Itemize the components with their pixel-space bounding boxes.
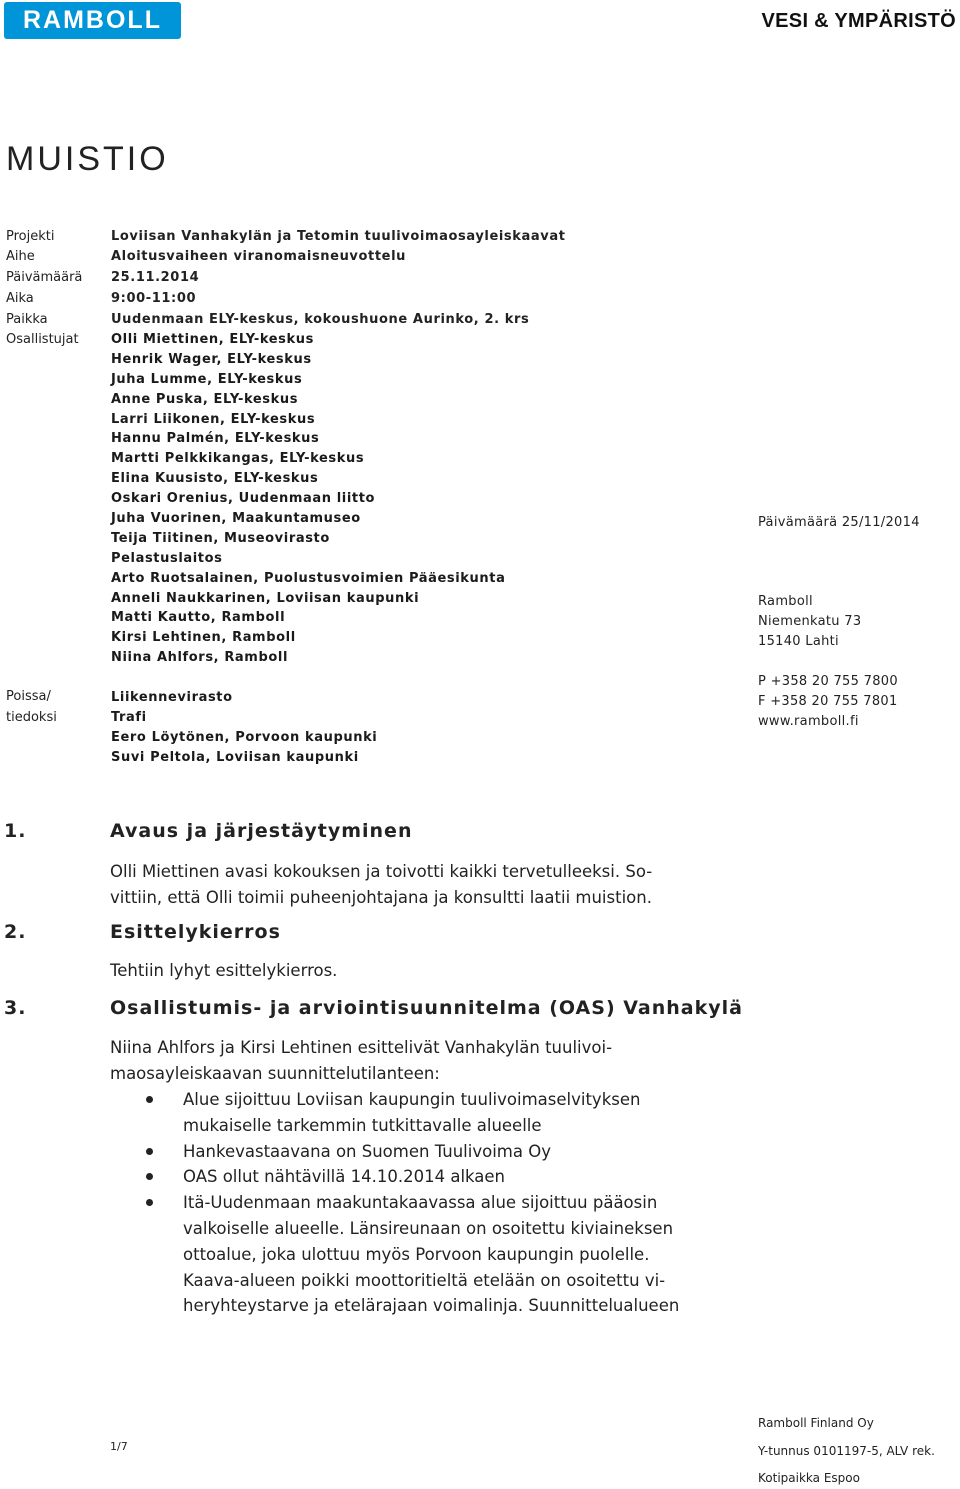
meta-value: Aloitusvaiheen viranomaisneuvottelu [111,249,406,264]
bullet-dot-icon [146,1096,153,1103]
meta-value: Loviisan Vanhakylän ja Tetomin tuulivoimaosayleiskaavat [111,229,566,244]
meta-label: Päivämäärä [6,270,83,285]
bullet-line: Kaava-alueen poikki moottoritieltä etelään on osoitettu vi- [183,1270,666,1290]
participant: Anne Puska, ELY-keskus [111,391,299,407]
participant: Teija Tiitinen, Museovirasto [111,530,330,546]
meta-label: Projekti [6,229,55,244]
bullet-line: Itä-Uudenmaan maakuntakaavassa alue sijoittuu pääosin [183,1193,658,1213]
side-address [758,592,861,652]
section-paragraph [110,958,337,984]
section-number: 2. [4,921,27,943]
bullet-line: heryhteystarve ja etelärajaan voimalinja. Suunnittelualueen [183,1296,680,1316]
bullet-list [110,1087,679,1319]
bullet-line: Alue sijoittuu Loviisan kaupungin tuulivoimaselvityksen [183,1090,641,1109]
footer-company: Ramboll Finland Oy [758,1416,874,1430]
section-number: 3. [4,997,27,1019]
paragraph-line: vittiin, että Olli toimii puheenjohtajana ja konsultti laatii muistion. [110,887,652,907]
side-web-link[interactable]: www.ramboll.fi [758,714,859,729]
meta-value: Uudenmaan ELY-keskus, kokoushuone Aurinko, 2. krs [111,312,530,327]
document-title: MUISTIO [6,140,169,178]
footer-domicile: Kotipaikka Espoo [758,1471,860,1485]
absent-person: Liikennevirasto [111,690,233,705]
side-phone: P +358 20 755 7800 [758,674,898,689]
bullet-line: Hankevastaavana on Suomen Tuulivoima Oy [183,1141,551,1161]
section-title: Osallistumis- ja arviointisuunnitelma (OAS) Vanhakylä [110,997,743,1019]
participant: Elina Kuusisto, ELY-keskus [111,471,319,487]
participant: Henrik Wager, ELY-keskus [111,351,312,367]
section-title: Esittelykierros [110,921,281,943]
participant: Juha Lumme, ELY-keskus [111,371,303,387]
absent-person: Eero Löytönen, Porvoon kaupunki [111,729,378,745]
side-street: Niemenkatu 73 [758,614,862,629]
meta-label: Aika [6,291,34,306]
paragraph-line: maosayleiskaavan suunnittelutilanteen: [110,1063,440,1083]
bullet-line: ottoalue, joka ulottuu myös Porvoon kaupungin puolelle. [183,1244,650,1264]
bullet-line: valkoiselle alueelle. Länsireunaan on osoitettu kiviaineksen [183,1218,674,1238]
page-number: 1/7 [110,1440,128,1453]
participant: Kirsi Lehtinen, Ramboll [111,630,296,646]
participant: Pelastuslaitos [111,550,223,566]
bullet-item [110,1139,679,1165]
participant: Oskari Orenius, Uudenmaan liitto [111,491,376,507]
section-number: 1. [4,820,27,842]
participant: Olli Miettinen, ELY-keskus [111,332,314,347]
participant: Anneli Naukkarinen, Loviisan kaupunki [111,590,420,606]
side-fax: F +358 20 755 7801 [758,694,898,709]
paragraph-line: Niina Ahlfors ja Kirsi Lehtinen esittelivät Vanhakylän tuulivoi- [110,1038,613,1057]
meta-label: Poissa/ [6,689,51,704]
side-postal: 15140 Lahti [758,634,839,649]
meta-label: Osallistujat [6,332,79,347]
footer-business-id: Y-tunnus 0101197-5, ALV rek. [758,1444,935,1458]
paragraph-line: Olli Miettinen avasi kokouksen ja toivotti kaikki tervetulleeksi. So- [110,862,653,881]
bullet-dot-icon [146,1199,153,1206]
side-date [758,513,920,533]
ramboll-logo: RAMBOLL [4,2,181,39]
bullet-dot-icon [146,1173,153,1180]
bullet-item [110,1164,679,1190]
section-paragraph [110,859,652,910]
side-company: Ramboll [758,594,813,609]
meta-value: 9:00-11:00 [111,291,197,306]
meta-label: tiedoksi [6,710,57,725]
section-title: Avaus ja järjestäytyminen [110,820,413,842]
side-contact [758,672,898,732]
paragraph-line: Tehtiin lyhyt esittelykierros. [110,961,338,980]
participant: Arto Ruotsalainen, Puolustusvoimien Pääesikunta [111,570,506,586]
participant: Larri Liikonen, ELY-keskus [111,411,316,427]
bullet-dot-icon [146,1148,153,1155]
participant: Hannu Palmén, ELY-keskus [111,431,320,447]
bullet-item [110,1190,679,1319]
absent-person: Suvi Peltola, Loviisan kaupunki [111,749,359,765]
division-name: VESI & YMPÄRISTÖ [761,10,956,32]
participant: Niina Ahlfors, Ramboll [111,650,288,666]
absent-person: Trafi [111,709,147,725]
participant: Martti Pelkkikangas, ELY-keskus [111,451,365,467]
bullet-line: mukaiselle tarkemmin tutkittavalle alueelle [183,1115,542,1135]
section-paragraph [110,1035,612,1086]
meta-value: 25.11.2014 [111,270,200,285]
side-date-line: Päivämäärä 25/11/2014 [758,515,920,530]
participant: Juha Vuorinen, Maakuntamuseo [111,511,361,527]
meta-label: Aihe [6,249,35,264]
absent-list [111,688,377,768]
meta-label: Paikka [6,312,48,327]
participant: Matti Kautto, Ramboll [111,610,286,626]
bullet-line: OAS ollut nähtävillä 14.10.2014 alkaen [183,1167,506,1187]
bullet-item [110,1087,679,1139]
participants-list [111,330,505,668]
